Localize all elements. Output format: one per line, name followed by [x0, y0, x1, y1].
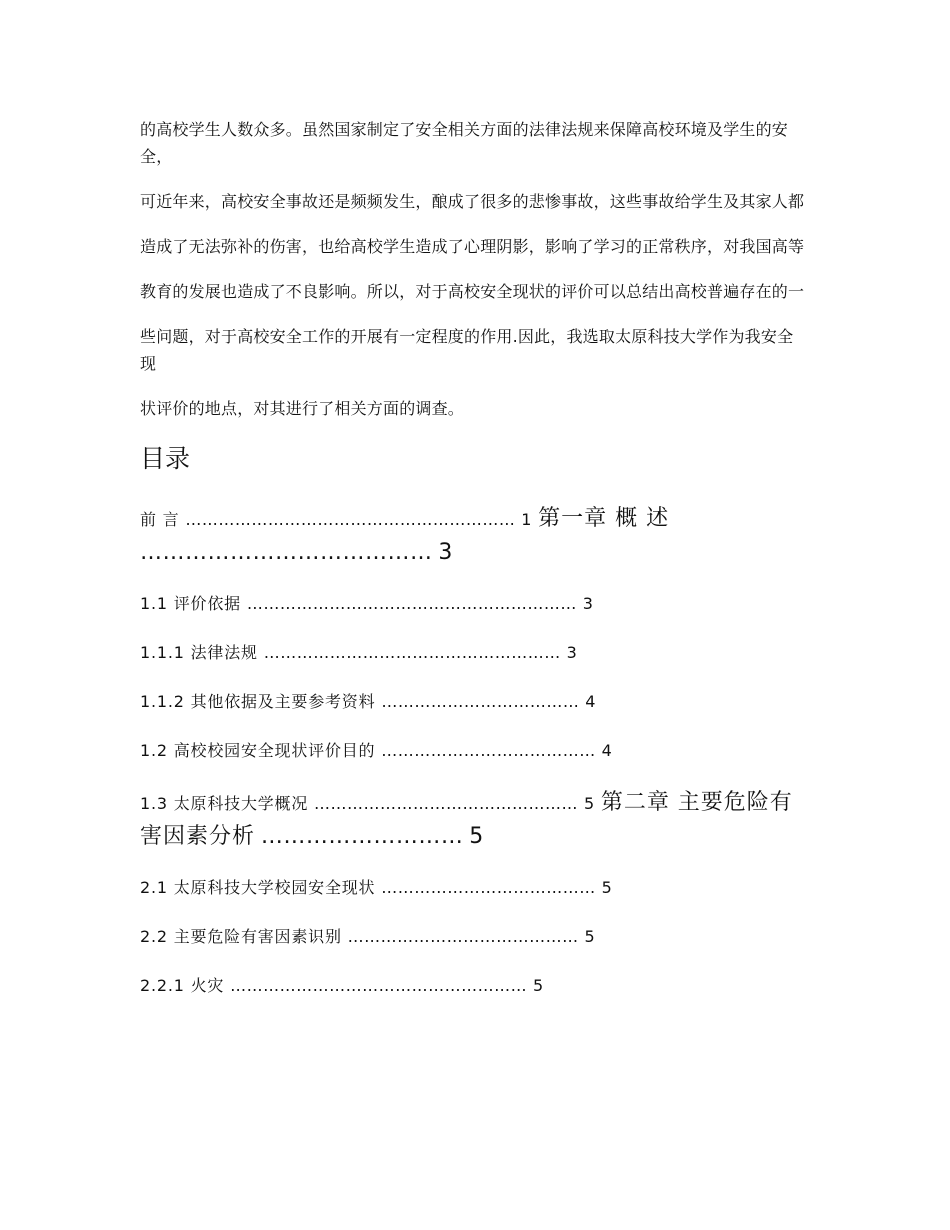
- toc-page-number: 5: [583, 794, 595, 813]
- toc-entry-number: 1.2: [140, 741, 168, 760]
- toc-entry-title: 主要危险有害因素识别: [173, 927, 342, 946]
- toc-entry-1-1-1: [140, 639, 805, 666]
- toc-entry-title: 火灾: [190, 976, 225, 995]
- toc-page-number: 1: [521, 510, 533, 529]
- toc-leader-dots: …………………………………: [381, 741, 596, 760]
- toc-entry-preface-chapter-1: [140, 502, 805, 570]
- toc-entry-1-3-chapter-2: [140, 786, 805, 854]
- toc-entry-number: 1.1.1: [140, 643, 185, 662]
- toc-entry-title: 前 言: [140, 510, 180, 529]
- toc-page-number: 4: [585, 692, 597, 711]
- toc-entry-1-1-2: [140, 688, 805, 715]
- toc-entry-title: 第一章 概 述: [538, 506, 670, 531]
- body-paragraph: 的高校学生人数众多。虽然国家制定了安全相关方面的法律法规来保障高校环境及学生的安全，: [140, 120, 789, 166]
- toc-entry-title: 评价依据: [173, 594, 241, 613]
- toc-leader-dots: …………………………………: [140, 540, 433, 565]
- toc-leader-dots: ……………………………………: [347, 927, 579, 946]
- toc-entry-title: 高校校园安全现状评价目的: [173, 741, 376, 760]
- toc-entry-title: 太原科技大学校园安全现状: [173, 878, 376, 897]
- toc-entry-number: 2.1: [140, 878, 168, 897]
- toc-page-number: 3: [566, 643, 578, 662]
- toc-leader-dots: ……………………………………………………: [185, 510, 516, 529]
- toc-entry-1-2: [140, 737, 805, 764]
- toc-leader-dots: ………………………………………………: [263, 643, 561, 662]
- toc-entry-title: 法律法规: [190, 643, 258, 662]
- toc-entry-title: 太原科技大学概况: [173, 794, 309, 813]
- toc-leader-dots: ……………………………………………………: [246, 594, 577, 613]
- toc-entry-2-2: [140, 923, 805, 950]
- toc-leader-dots: ………………………: [260, 824, 464, 849]
- toc-page-number: 5: [601, 878, 613, 897]
- toc-leader-dots: ………………………………………………: [230, 976, 528, 995]
- toc-entry-1-1: [140, 590, 805, 617]
- toc-page-number: 3: [438, 540, 454, 565]
- body-paragraph: 可近年来，高校安全事故还是频频发生，酿成了很多的悲惨事故，这些事故给学生及其家人都: [140, 192, 805, 211]
- toc-entry-title: 第二章 主要危险有害因素分析: [140, 790, 793, 849]
- toc-page-number: 5: [584, 927, 596, 946]
- toc-entry-number: 2.2.1: [140, 976, 185, 995]
- toc-entry-number: 2.2: [140, 927, 168, 946]
- toc-leader-dots: ………………………………: [381, 692, 580, 711]
- toc-page-number: 4: [601, 741, 613, 760]
- toc-page-number: 3: [582, 594, 594, 613]
- body-paragraph: 状评价的地点，对其进行了相关方面的调查。: [140, 399, 465, 418]
- toc-entry-2-1: [140, 874, 805, 901]
- toc-entry-2-2-1: [140, 972, 805, 999]
- toc-entry-number: 1.1.2: [140, 692, 185, 711]
- toc-page-number: 5: [533, 976, 544, 995]
- body-paragraph: 些问题，对于高校安全工作的开展有一定程度的作用.因此，我选取太原科技大学作为我安全现: [140, 327, 794, 373]
- toc-entry-number: 1.1: [140, 594, 168, 613]
- toc-entry-title: 其他依据及主要参考资料: [190, 692, 376, 711]
- toc-page-number: 5: [469, 824, 485, 849]
- body-paragraph: 造成了无法弥补的伤害，也给高校学生造成了心理阴影，影响了学习的正常秩序，对我国高等: [140, 237, 805, 256]
- toc-leader-dots: …………………………………: [381, 878, 596, 897]
- toc-leader-dots: …………………………………………: [314, 794, 579, 813]
- body-paragraph: 教育的发展也造成了不良影响。所以，对于高校安全现状的评价可以总结出高校普遍存在的一: [140, 282, 805, 301]
- toc-heading: 目录: [140, 444, 191, 473]
- toc-entry-number: 1.3: [140, 794, 168, 813]
- document-page: [140, 116, 805, 1021]
